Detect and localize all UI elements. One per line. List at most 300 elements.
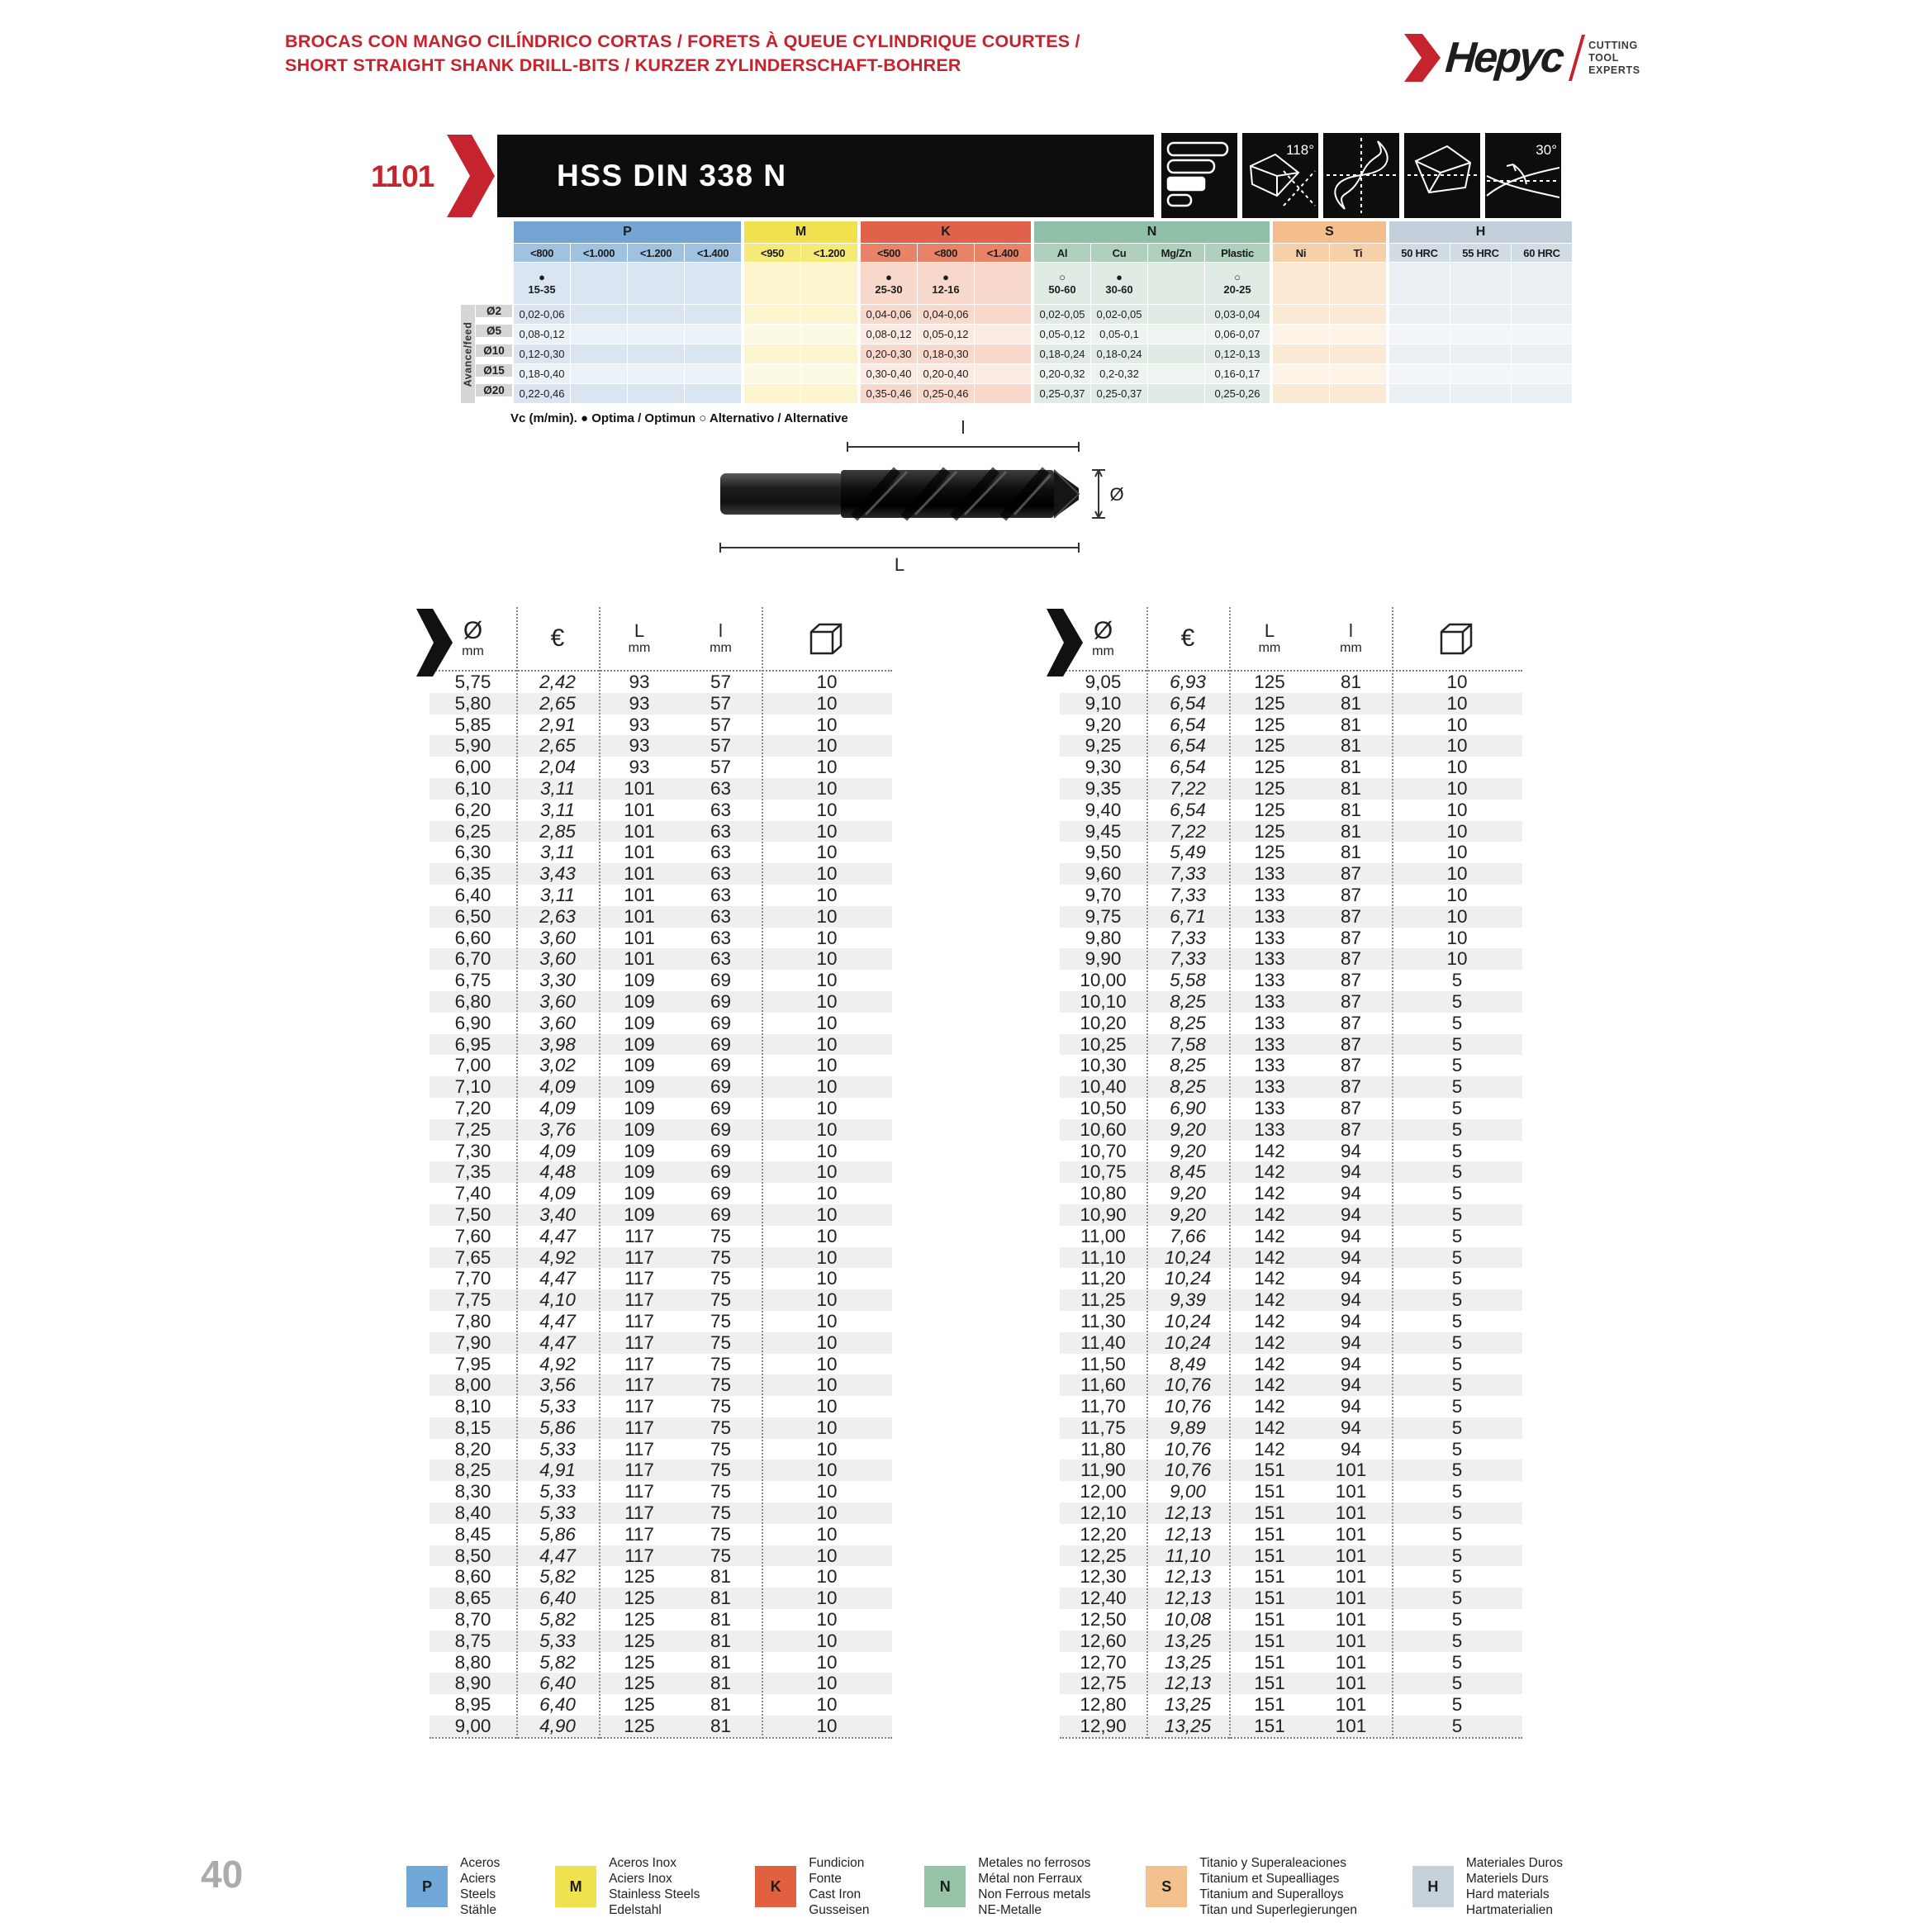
price-cell: 5,86 xyxy=(539,1417,576,1438)
total-length-label: L xyxy=(894,554,905,575)
flute-length-header-symbol: l xyxy=(719,619,723,641)
flute-length-label: l xyxy=(961,417,966,438)
diameter-cell: 8,40 xyxy=(454,1502,491,1524)
drill-shank xyxy=(720,473,844,515)
total-length-cell: 142 xyxy=(1254,1289,1285,1311)
cutting-edge-icon xyxy=(1404,133,1480,218)
price-cell: 6,71 xyxy=(1170,905,1206,927)
price-cell: 3,60 xyxy=(539,990,576,1012)
diameter-cell: 6,30 xyxy=(454,842,491,863)
package-qty-cell: 10 xyxy=(816,714,838,735)
diameter-cell: 8,10 xyxy=(454,1396,491,1417)
spec-feed-cell xyxy=(801,384,857,403)
diameter-cell: 12,80 xyxy=(1080,1694,1127,1716)
spec-feed-cell xyxy=(1273,384,1329,403)
price-row xyxy=(430,1502,892,1524)
logo-divider xyxy=(1569,35,1585,81)
spec-subcol: Plastic xyxy=(1205,244,1270,262)
package-qty-cell: 5 xyxy=(1451,1588,1463,1609)
price-cell: 7,33 xyxy=(1170,863,1206,885)
flute-length-cell: 87 xyxy=(1340,1055,1362,1076)
price-row xyxy=(1060,1013,1522,1034)
spec-feed-cell xyxy=(685,384,741,403)
legend-line: Titanium et Supealliages xyxy=(1199,1872,1340,1886)
spec-feed-cell xyxy=(801,344,857,363)
spec-feed-cell xyxy=(744,364,800,383)
flute-length-cell: 75 xyxy=(710,1310,732,1332)
price-row xyxy=(1060,1141,1522,1162)
price-cell: 7,22 xyxy=(1170,820,1206,842)
price-cell: 6,40 xyxy=(539,1673,576,1694)
technical-icons xyxy=(1161,133,1561,218)
package-qty-cell: 10 xyxy=(816,1545,838,1566)
price-cell: 7,33 xyxy=(1170,948,1206,970)
package-qty-cell: 5 xyxy=(1451,1097,1463,1118)
flute-length-cell: 81 xyxy=(1340,820,1362,842)
svg-text:30°: 30° xyxy=(1536,142,1557,158)
spec-feed-cell xyxy=(1330,364,1386,383)
diameter-cell: 7,60 xyxy=(454,1225,491,1246)
total-length-cell: 142 xyxy=(1254,1374,1285,1396)
diameter-cell: 11,50 xyxy=(1080,1353,1126,1374)
flute-length-cell: 94 xyxy=(1340,1246,1362,1268)
diameter-cell: 7,90 xyxy=(454,1332,491,1353)
price-header-symbol: € xyxy=(550,624,565,652)
total-length-cell: 125 xyxy=(1254,757,1285,778)
diameter-cell: 12,40 xyxy=(1080,1588,1127,1609)
total-length-cell: 125 xyxy=(624,1630,655,1651)
legend-line: Aceros Inox xyxy=(609,1856,676,1870)
price-row xyxy=(430,800,892,821)
shank-profile-icon xyxy=(1161,133,1237,218)
spec-feed-cell xyxy=(1148,384,1204,403)
package-header xyxy=(762,621,892,656)
spec-feed-cell: 0,05-0,1 xyxy=(1091,325,1147,344)
price-row xyxy=(1060,1439,1522,1460)
spec-feed-cell xyxy=(744,305,800,324)
spec-feed-cell: 0,18-0,24 xyxy=(1091,344,1147,363)
flute-length-cell: 87 xyxy=(1340,990,1362,1012)
price-row xyxy=(1060,863,1522,885)
diameter-cell: 6,50 xyxy=(454,905,491,927)
price-cell: 6,54 xyxy=(1170,735,1206,757)
total-length-cell: 117 xyxy=(624,1460,654,1481)
total-length-cell: 93 xyxy=(629,757,650,778)
flute-length-cell: 69 xyxy=(710,1183,732,1204)
spec-vc-cell xyxy=(1450,263,1511,304)
flute-length-cell: 69 xyxy=(710,1012,732,1033)
price-cell: 6,40 xyxy=(539,1694,576,1716)
flute-length-cell: 81 xyxy=(710,1630,732,1651)
price-row xyxy=(430,1652,892,1673)
price-row xyxy=(430,1396,892,1417)
total-length-cell: 151 xyxy=(1254,1502,1285,1524)
spec-feed-cell xyxy=(1148,344,1204,363)
diameter-cell: 9,60 xyxy=(1085,863,1122,885)
spec-feed-cell xyxy=(1148,364,1204,383)
spec-feed-cell xyxy=(571,364,627,383)
total-length-cell: 133 xyxy=(1254,884,1285,905)
flute-length-cell: 94 xyxy=(1340,1140,1362,1161)
spec-feed-cell: 0,22-0,46 xyxy=(514,384,570,403)
flute-length-cell: 81 xyxy=(1340,672,1362,692)
package-qty-cell: 5 xyxy=(1451,1055,1463,1076)
legend-line: Materiels Durs xyxy=(1465,1872,1549,1886)
price-cell: 4,47 xyxy=(539,1225,576,1246)
flute-length-cell: 75 xyxy=(710,1417,732,1438)
diameter-cell: 9,20 xyxy=(1085,714,1122,735)
price-table-left xyxy=(430,607,892,1739)
price-cell: 4,09 xyxy=(539,1183,576,1204)
diameter-cell: 10,10 xyxy=(1080,990,1127,1012)
price-cell: 7,58 xyxy=(1170,1033,1206,1055)
total-length-cell: 109 xyxy=(624,1012,655,1033)
total-length-cell: 93 xyxy=(629,692,650,714)
price-cell: 3,76 xyxy=(539,1118,576,1140)
total-length-cell: 142 xyxy=(1254,1310,1285,1332)
diameter-cell: 5,90 xyxy=(454,735,491,757)
legend-line: Aciers Inox xyxy=(609,1872,672,1886)
flute-length-cell: 57 xyxy=(710,757,732,778)
package-qty-cell: 10 xyxy=(816,1033,838,1055)
diameter-cell: 10,20 xyxy=(1080,1012,1127,1033)
price-cell: 5,58 xyxy=(1170,970,1206,991)
legend-line: Métal non Ferraux xyxy=(978,1872,1083,1886)
package-qty-cell: 10 xyxy=(816,927,838,948)
total-length-cell: 133 xyxy=(1254,1012,1285,1033)
price-row xyxy=(1060,800,1522,821)
package-qty-cell: 5 xyxy=(1451,1203,1463,1225)
total-length-cell: 142 xyxy=(1254,1396,1285,1417)
price-cell: 2,85 xyxy=(539,820,576,842)
price-row xyxy=(430,1119,892,1141)
price-row xyxy=(1060,1055,1522,1076)
total-length-cell: 125 xyxy=(624,1566,655,1588)
flute-length-cell: 75 xyxy=(710,1268,732,1289)
legend-text xyxy=(1199,1855,1357,1918)
flute-length-cell: 75 xyxy=(710,1481,732,1502)
diameter-cell: 6,40 xyxy=(454,884,491,905)
package-qty-cell: 10 xyxy=(816,1012,838,1033)
flute-length-cell: 94 xyxy=(1340,1374,1362,1396)
total-length-cell: 117 xyxy=(624,1332,654,1353)
package-qty-cell: 10 xyxy=(816,990,838,1012)
feed-row-label: Ø15 xyxy=(476,364,512,377)
package-qty-cell: 10 xyxy=(1446,735,1468,757)
diameter-cell: 10,60 xyxy=(1080,1118,1127,1140)
spec-feed-cell xyxy=(1450,364,1511,383)
flute-length-cell: 75 xyxy=(710,1374,732,1396)
price-row xyxy=(430,1588,892,1609)
package-qty-cell: 5 xyxy=(1451,1310,1463,1332)
diameter-cell: 6,60 xyxy=(454,927,491,948)
price-cell: 6,54 xyxy=(1170,799,1206,820)
price-cell: 2,65 xyxy=(539,692,576,714)
product-name-banner xyxy=(497,135,1154,217)
price-row xyxy=(1060,1161,1522,1183)
total-length-cell: 151 xyxy=(1254,1716,1285,1737)
package-qty-cell: 10 xyxy=(816,1609,838,1631)
spec-feed-row xyxy=(461,305,1575,324)
flute-length-cell: 63 xyxy=(710,777,732,799)
spec-subcol: Ni xyxy=(1273,244,1329,262)
total-length-cell: 142 xyxy=(1254,1203,1285,1225)
package-qty-cell: 10 xyxy=(816,1374,838,1396)
diameter-cell: 7,95 xyxy=(454,1353,491,1374)
spec-subcol: <800 xyxy=(514,244,570,262)
price-cell: 5,82 xyxy=(539,1651,576,1673)
spec-feed-cell xyxy=(744,344,800,363)
package-qty-cell: 10 xyxy=(816,1140,838,1161)
total-length-cell: 151 xyxy=(1254,1545,1285,1566)
price-cell: 13,25 xyxy=(1164,1651,1212,1673)
price-cell: 8,49 xyxy=(1170,1353,1206,1374)
spec-feed-cell: 0,03-0,04 xyxy=(1205,305,1270,324)
package-qty-cell: 10 xyxy=(816,799,838,820)
flute-length-cell: 81 xyxy=(710,1651,732,1673)
flute-length-cell: 63 xyxy=(710,884,732,905)
package-qty-cell: 5 xyxy=(1451,1651,1463,1673)
spec-feed-cell xyxy=(1450,384,1511,403)
diameter-cell: 8,30 xyxy=(454,1481,491,1502)
flute-length-cell: 75 xyxy=(710,1460,732,1481)
price-cell: 4,48 xyxy=(539,1161,576,1183)
total-length-cell: 125 xyxy=(1254,777,1285,799)
package-qty-cell: 10 xyxy=(816,1097,838,1118)
package-qty-cell: 10 xyxy=(1446,863,1468,885)
flute-length-cell: 101 xyxy=(1335,1673,1367,1694)
logo-tagline: CUTTING TOOL EXPERTS xyxy=(1588,39,1640,76)
price-cell: 3,43 xyxy=(539,863,576,885)
spec-feed-cell xyxy=(571,384,627,403)
spec-feed-cell xyxy=(975,364,1031,383)
page-title-line2: SHORT STRAIGHT SHANK DRILL-BITS / KURZER ZYLINDERSCHAFT-BOHRER xyxy=(285,55,961,75)
package-qty-cell: 10 xyxy=(816,884,838,905)
feed-side-label xyxy=(461,305,475,403)
flute-length-cell: 63 xyxy=(710,799,732,820)
spec-feed-cell: 0,05-0,12 xyxy=(1034,325,1090,344)
spec-feed-cell xyxy=(571,325,627,344)
legend-item xyxy=(1412,1855,1563,1918)
spec-feed-cell xyxy=(1450,305,1511,324)
total-length-cell: 125 xyxy=(1254,672,1285,692)
spec-feed-cell: 0,02-0,05 xyxy=(1034,305,1090,324)
spec-feed-cell xyxy=(1273,364,1329,383)
price-row xyxy=(430,1524,892,1545)
price-row xyxy=(1060,1588,1522,1609)
spec-feed-cell: 0,04-0,06 xyxy=(861,305,917,324)
price-row xyxy=(430,693,892,714)
flute-length-cell: 94 xyxy=(1340,1268,1362,1289)
spec-vc-cell xyxy=(514,263,570,304)
price-row xyxy=(430,1631,892,1652)
package-icon xyxy=(808,621,846,656)
total-length-header-symbol: L xyxy=(634,619,645,641)
total-length-cell: 151 xyxy=(1254,1523,1285,1545)
price-row xyxy=(1060,1502,1522,1524)
price-cell: 7,22 xyxy=(1170,777,1206,799)
flute-length-cell: 75 xyxy=(710,1289,732,1311)
total-length-cell: 117 xyxy=(624,1246,654,1268)
price-cell: 6,54 xyxy=(1170,757,1206,778)
total-length-cell: 117 xyxy=(624,1523,654,1545)
flute-length-cell: 87 xyxy=(1340,884,1362,905)
diameter-cell: 7,80 xyxy=(454,1310,491,1332)
legend-line: Aciers xyxy=(460,1872,496,1886)
vc-symbol: ○ xyxy=(1059,270,1066,283)
package-qty-cell: 5 xyxy=(1451,1225,1463,1246)
spec-lead xyxy=(461,244,512,262)
flute-length-cell: 57 xyxy=(710,692,732,714)
spec-feed-cell: 0,25-0,26 xyxy=(1205,384,1270,403)
price-cell: 10,24 xyxy=(1164,1268,1212,1289)
diameter-cell: 9,45 xyxy=(1085,820,1122,842)
flute-length-cell: 94 xyxy=(1340,1203,1362,1225)
spec-feed-cell xyxy=(1389,344,1450,363)
package-qty-cell: 5 xyxy=(1451,1033,1463,1055)
price-row xyxy=(1060,1609,1522,1631)
spec-vc-cell xyxy=(975,263,1031,304)
package-qty-cell: 10 xyxy=(816,820,838,842)
total-length-cell: 93 xyxy=(629,714,650,735)
legend-line: Stähle xyxy=(460,1903,496,1917)
feed-side-label-text: Avance/feed xyxy=(462,321,474,387)
spec-feed-cell: 0,18-0,40 xyxy=(514,364,570,383)
spec-feed-cell: 0,30-0,40 xyxy=(861,364,917,383)
flute-length-cell: 75 xyxy=(710,1396,732,1417)
price-row xyxy=(430,1694,892,1716)
column-separator xyxy=(1146,607,1148,1739)
spec-feed-cell xyxy=(685,344,741,363)
price-cell: 6,90 xyxy=(1170,1097,1206,1118)
spec-feed-cell xyxy=(975,305,1031,324)
price-row xyxy=(430,1374,892,1396)
price-cell: 9,20 xyxy=(1170,1183,1206,1204)
package-qty-cell: 5 xyxy=(1451,1716,1463,1737)
total-length-cell: 151 xyxy=(1254,1694,1285,1716)
spec-feed-cell: 0,12-0,30 xyxy=(514,344,570,363)
diameter-cell: 10,90 xyxy=(1080,1203,1127,1225)
hepyc-chevron-icon xyxy=(1404,34,1441,82)
vc-value: 25-30 xyxy=(875,282,903,296)
package-qty-cell: 10 xyxy=(1446,905,1468,927)
package-qty-cell: 5 xyxy=(1451,1183,1463,1204)
price-row xyxy=(430,1481,892,1502)
flute-length-cell: 101 xyxy=(1335,1460,1367,1481)
legend-line: Fonte xyxy=(809,1872,842,1886)
spec-subcol: 60 HRC xyxy=(1512,244,1572,262)
spec-feed-cell xyxy=(1450,344,1511,363)
vc-footnote: Vc (m/min). ● Optima / Optimun ○ Alternativo / Alternative xyxy=(510,411,848,425)
price-row xyxy=(1060,778,1522,800)
package-qty-cell: 5 xyxy=(1451,1545,1463,1566)
diameter-cell: 11,00 xyxy=(1080,1225,1126,1246)
diameter-cell: 8,65 xyxy=(454,1588,491,1609)
feed-row-label: Ø10 xyxy=(476,344,512,357)
price-cell: 12,13 xyxy=(1164,1566,1212,1588)
package-qty-cell: 10 xyxy=(816,1438,838,1460)
total-length-cell: 101 xyxy=(624,799,655,820)
diameter-cell: 10,50 xyxy=(1080,1097,1127,1118)
total-length-cell: 117 xyxy=(624,1545,654,1566)
diameter-cell: 12,00 xyxy=(1080,1481,1127,1502)
total-length-cell: 151 xyxy=(1254,1481,1285,1502)
feed-row-label: Ø20 xyxy=(476,384,512,396)
package-qty-cell: 10 xyxy=(1446,799,1468,820)
flute-cross-section-icon xyxy=(1323,133,1399,218)
vc-symbol: ● xyxy=(885,270,892,283)
flute-length-cell: 57 xyxy=(710,735,732,757)
package-qty-cell: 10 xyxy=(1446,672,1468,692)
package-qty-cell: 10 xyxy=(1446,692,1468,714)
total-length-cell: 117 xyxy=(624,1417,654,1438)
price-row xyxy=(430,1439,892,1460)
flute-length-cell: 69 xyxy=(710,990,732,1012)
spec-feed-cell: 0,25-0,37 xyxy=(1091,384,1147,403)
price-row xyxy=(430,757,892,778)
flute-length-cell: 63 xyxy=(710,820,732,842)
vc-value: 30-60 xyxy=(1105,282,1133,296)
price-cell: 4,09 xyxy=(539,1140,576,1161)
price-row xyxy=(430,1161,892,1183)
spec-feed-cell xyxy=(1148,305,1204,324)
price-row xyxy=(430,906,892,928)
diameter-cell: 12,50 xyxy=(1080,1609,1127,1631)
spec-lead xyxy=(461,221,512,243)
feed-row-label: Ø2 xyxy=(476,305,512,317)
spec-group-band-S: S xyxy=(1273,221,1386,243)
package-qty-cell: 10 xyxy=(816,1268,838,1289)
diameter-label: Ø xyxy=(1109,484,1124,505)
price-row xyxy=(1060,1247,1522,1269)
flute-length-header xyxy=(1310,619,1392,656)
package-qty-cell: 10 xyxy=(816,672,838,692)
price-row xyxy=(430,821,892,843)
price-cell: 4,09 xyxy=(539,1076,576,1098)
spec-feed-cell xyxy=(1330,384,1386,403)
flute-length-cell: 87 xyxy=(1340,905,1362,927)
legend-swatch-M: M xyxy=(555,1866,596,1907)
price-cell: 3,60 xyxy=(539,1012,576,1033)
price-row xyxy=(1060,1566,1522,1588)
legend-line: Cast Iron xyxy=(809,1887,862,1901)
spec-group-band-H: H xyxy=(1389,221,1572,243)
diameter-cell: 11,30 xyxy=(1080,1310,1126,1332)
package-qty-cell: 10 xyxy=(816,757,838,778)
package-qty-cell: 10 xyxy=(816,692,838,714)
package-qty-cell: 5 xyxy=(1451,1161,1463,1183)
total-length-cell: 125 xyxy=(1254,820,1285,842)
legend-line: Non Ferrous metals xyxy=(978,1887,1091,1901)
diameter-cell: 9,10 xyxy=(1085,692,1122,714)
price-row xyxy=(1060,948,1522,970)
total-length-cell: 109 xyxy=(624,1161,655,1183)
flute-length-cell: 81 xyxy=(710,1673,732,1694)
price-cell: 10,24 xyxy=(1164,1246,1212,1268)
price-cell: 5,33 xyxy=(539,1438,576,1460)
total-length-cell: 109 xyxy=(624,1203,655,1225)
spec-vc-cell xyxy=(628,263,684,304)
legend-line: Titan und Superlegierungen xyxy=(1199,1903,1357,1917)
price-row xyxy=(430,1673,892,1694)
total-length-cell: 151 xyxy=(1254,1609,1285,1631)
flute-length-cell: 69 xyxy=(710,1033,732,1055)
package-qty-cell: 10 xyxy=(816,1481,838,1502)
package-qty-cell: 10 xyxy=(816,1161,838,1183)
total-length-cell: 142 xyxy=(1254,1438,1285,1460)
spec-subcol: <800 xyxy=(918,244,974,262)
column-separator xyxy=(516,607,518,1739)
